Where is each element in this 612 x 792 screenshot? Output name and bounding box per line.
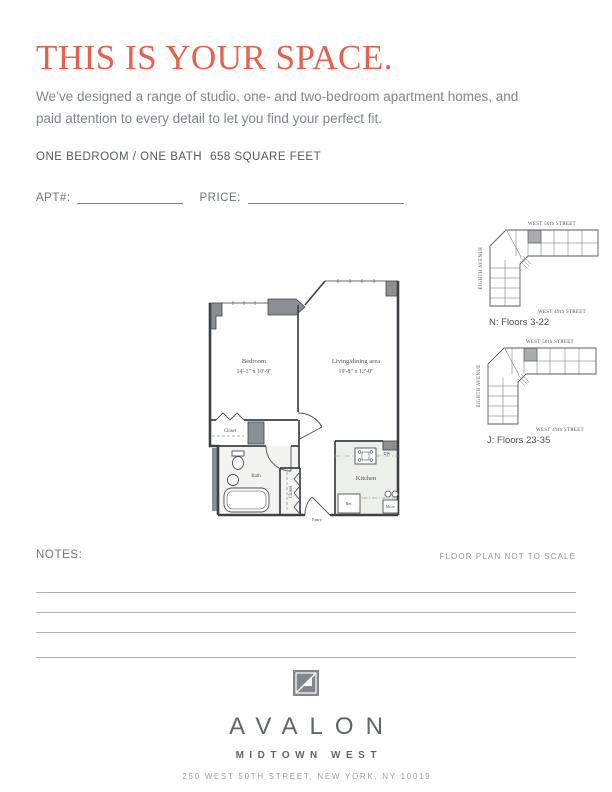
- intro-line-2: paid attention to every detail to let you find your perfect fit.: [36, 110, 382, 126]
- notes-header: [36, 549, 576, 561]
- keyplan-j-street-top: WEST 50th STREET: [526, 340, 574, 345]
- notes-line-2[interactable]: [36, 612, 576, 613]
- kitchen-label: Kitchen: [355, 475, 377, 482]
- scale-disclaimer: FLOOR PLAN NOT TO SCALE: [439, 552, 576, 561]
- bedroom-label: Bedroom: [241, 358, 267, 365]
- price-label: PRICE:: [199, 192, 241, 204]
- bedroom-dims: 14'-1" x 10'-9": [236, 369, 272, 375]
- community-address: 250 WEST 50TH STREET, NEW YORK, NY 10019: [182, 772, 432, 781]
- living-label: Living/dining area: [331, 358, 381, 365]
- keyplan-j-street-bottom: WEST 49th STREET: [536, 428, 584, 433]
- living-dims: 19'-8" x 12'-0": [338, 369, 374, 375]
- footer: [0, 670, 612, 781]
- apt-price-row: [36, 191, 404, 204]
- apt-number-field[interactable]: [77, 191, 183, 204]
- keyplan-n-street-left: EIGHTH AVENUE: [479, 246, 484, 290]
- keyplan-j-highlighted-unit: [524, 348, 537, 361]
- keyplan-j-building: [488, 348, 596, 424]
- notes-line-4[interactable]: [36, 657, 576, 658]
- entry-label: Entry: [312, 517, 322, 522]
- keyplan-n-street-bottom: WEST 49th STREET: [538, 310, 586, 315]
- avalon-logo-icon: [293, 670, 319, 696]
- price-field[interactable]: [248, 191, 404, 204]
- floor-plan: [188, 272, 403, 524]
- brand-name: AVALON: [229, 713, 395, 740]
- keyplan-j: [472, 334, 606, 446]
- microwave-label: Micro: [385, 505, 396, 509]
- notes-label: NOTES:: [36, 549, 83, 561]
- keyplan-n: [474, 216, 608, 328]
- unit-type: ONE BEDROOM / ONE BATH: [36, 151, 203, 163]
- apt-label: APT#:: [36, 192, 71, 204]
- bedroom-closet-label: Closet: [223, 429, 237, 434]
- intro-paragraph: [36, 86, 576, 130]
- unit-size: 658 SQUARE FEET: [210, 151, 322, 163]
- intro-line-1: We’ve designed a range of studio, one- and two-bedroom apartment homes, and: [36, 89, 519, 104]
- window-lines: [222, 279, 386, 305]
- hall-closet-label: Closet: [289, 485, 294, 499]
- notes-line-1[interactable]: [36, 592, 576, 593]
- refrigerator-label: Ref.: [345, 501, 353, 506]
- keyplan-n-highlighted-unit: [528, 230, 541, 243]
- community-name: MIDTOWN WEST: [235, 750, 382, 761]
- dishwasher-label: DW: [383, 451, 391, 456]
- keyplan-n-building: [490, 230, 598, 306]
- bath-label: Bath: [251, 474, 261, 479]
- page-title: THIS IS YOUR SPACE.: [36, 38, 393, 77]
- notes-line-3[interactable]: [36, 632, 576, 633]
- keyplan-j-street-left: EIGHTH AVENUE: [477, 364, 482, 408]
- keyplan-n-street-top: WEST 50th STREET: [528, 222, 576, 227]
- keyplan-j-caption: J: Floors 23-35: [487, 435, 551, 446]
- unit-summary: [36, 151, 321, 163]
- keyplan-n-caption: N: Floors 3-22: [489, 317, 550, 328]
